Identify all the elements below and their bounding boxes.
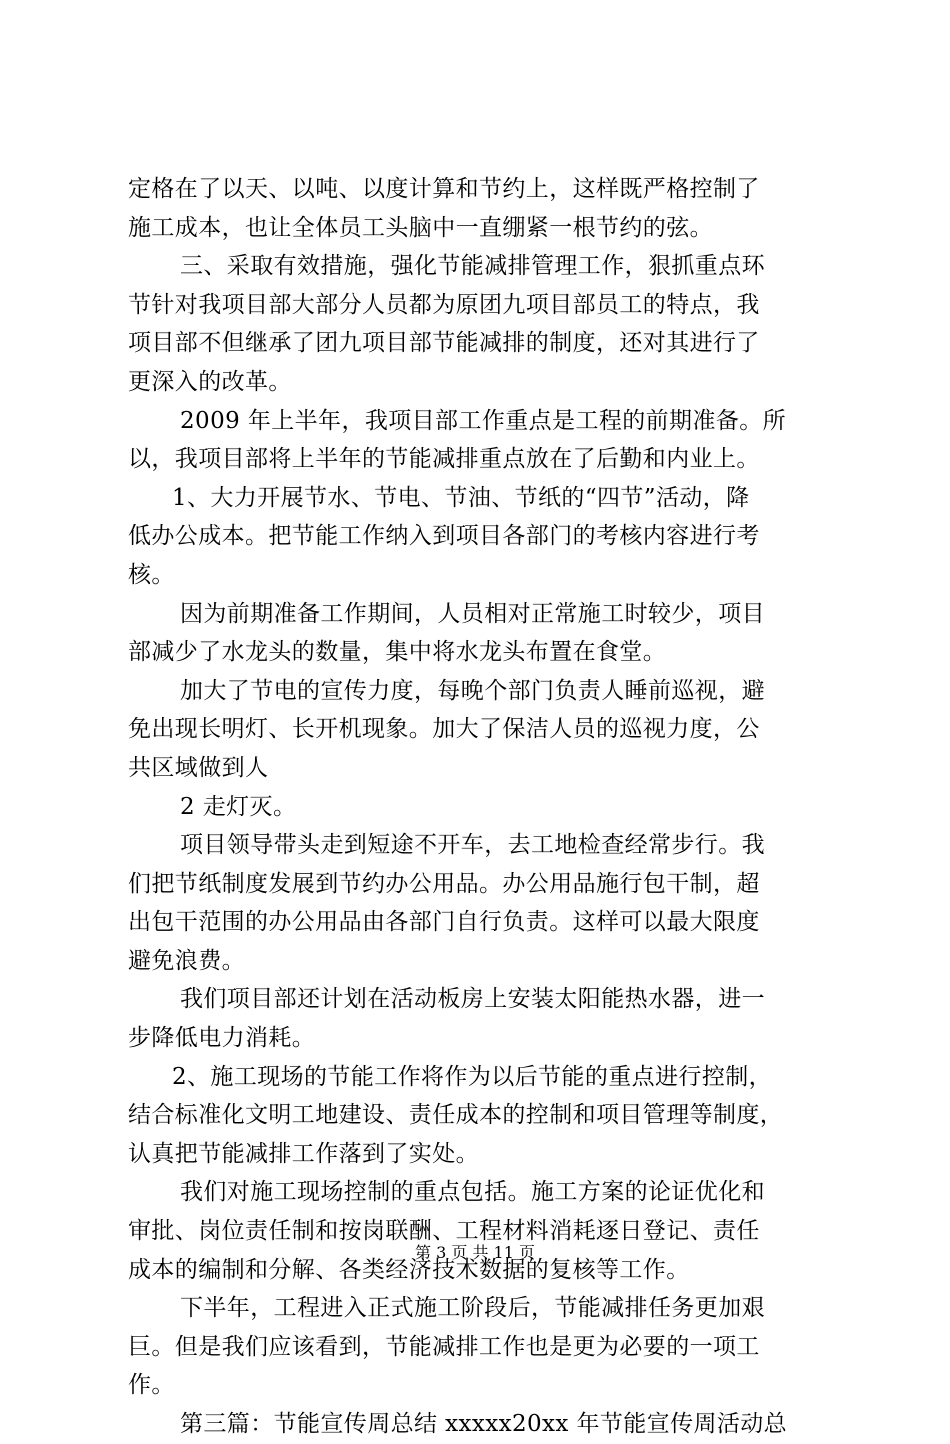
text-line: 项目部不但继承了团九项目部节能减排的制度，还对其进行了 <box>128 330 760 357</box>
text-line: 节针对我项目部大部分人员都为原团九项目部员工的特点，我 <box>128 291 760 318</box>
text-line: 审批、岗位责任制和按岗联酬、工程材料消耗逐日登记、责任 <box>128 1218 760 1245</box>
text-line: 因为前期准备工作期间，人员相对正常施工时较少，项目 <box>180 600 765 627</box>
text-line: 核。 <box>128 561 175 588</box>
text-line: 加大了节电的宣传力度，每晚个部门负责人睡前巡视，避 <box>180 677 765 704</box>
text-line: 以，我项目部将上半年的节能减排重点放在了后勤和内业上。 <box>128 446 760 473</box>
text-line: 巨。但是我们应该看到，节能减排工作也是更为必要的一项工 <box>128 1333 760 1360</box>
text-line: 避免浪费。 <box>128 947 245 974</box>
text-line: 更深入的改革。 <box>128 368 292 395</box>
text-line: 认真把节能减排工作落到了实处。 <box>128 1140 479 1167</box>
text-line: 我们对施工现场控制的重点包括。施工方案的论证优化和 <box>180 1179 765 1206</box>
text-line: 下半年，工程进入正式施工阶段后，节能减排任务更加艰 <box>180 1295 765 1322</box>
section-heading-line: 第三篇：节能宣传周总结 xxxxx20xx 年节能宣传周活动总 <box>180 1411 788 1437</box>
text-line: 出包干范围的办公用品由各部门自行负责。这样可以最大限度 <box>128 909 760 936</box>
text-line: 2 走灯灭。 <box>180 793 297 820</box>
text-line: 项目领导带头走到短途不开车，去工地检查经常步行。我 <box>180 832 765 859</box>
page-number-footer: 第 3 页 共 11 页 <box>415 1243 535 1262</box>
text-line: 我们项目部还计划在活动板房上安装太阳能热水器，进一 <box>180 986 765 1013</box>
text-line: 2009 年上半年，我项目部工作重点是工程的前期准备。所 <box>180 407 787 434</box>
text-line: 成本的编制和分解、各类经济技术数据的复核等工作。 <box>128 1256 690 1283</box>
text-line: 步降低电力消耗。 <box>128 1025 316 1052</box>
text-line: 三、采取有效措施，强化节能减排管理工作，狠抓重点环 <box>180 253 765 280</box>
text-line: 定格在了以天、以吨、以度计算和节约上，这样既严格控制了 <box>128 176 760 202</box>
text-line: 作。 <box>128 1372 175 1399</box>
text-line: 低办公成本。把节能工作纳入到项目各部门的考核内容进行考 <box>128 523 760 550</box>
text-line: 施工成本，也让全体员工头脑中一直绷紧一根节约的弦。 <box>128 214 713 241</box>
text-line: 们把节纸制度发展到节约办公用品。办公用品施行包干制，超 <box>128 870 760 897</box>
text-line: 部减少了水龙头的数量，集中将水龙头布置在食堂。 <box>128 639 667 666</box>
text-line: 共区域做到人 <box>128 754 269 781</box>
text-line: 免出现长明灯、长开机现象。加大了保洁人员的巡视力度，公 <box>128 716 760 743</box>
text-line: 1、大力开展节水、节电、节油、节纸的“四节”活动，降 <box>172 484 750 511</box>
text-line: 结合标准化文明工地建设、责任成本的控制和项目管理等制度， <box>128 1102 784 1129</box>
text-line: 2、施工现场的节能工作将作为以后节能的重点进行控制， <box>172 1063 773 1090</box>
